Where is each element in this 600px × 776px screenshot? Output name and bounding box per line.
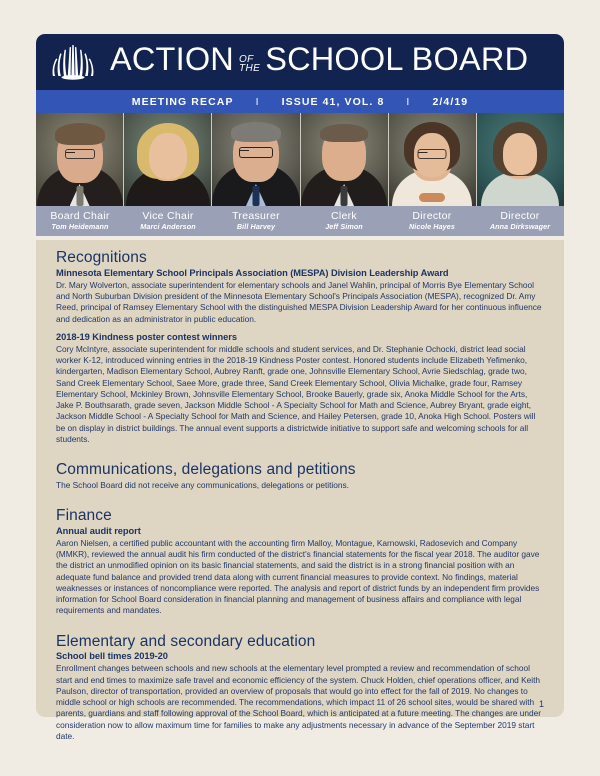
board-member-photo — [301, 113, 389, 206]
fountain-logo — [36, 42, 110, 82]
board-member-role: Vice Chair — [142, 210, 194, 223]
masthead-title-part2: SCHOOL BOARD — [265, 40, 529, 77]
issue-label: ISSUE 41, VOL. 8 — [281, 95, 385, 108]
board-member-3 — [300, 206, 388, 236]
subheading-annual-audit: Annual audit report — [56, 525, 141, 536]
board-member-1 — [124, 206, 212, 236]
board-member-names — [36, 206, 564, 236]
paragraph-mespa-award: Dr. Mary Wolverton, associate superintendent for elementary schools and Janel Wahlin, principal of Morris Bye Elementary School and North Suburban Division president of the Minnesota Elementary School's Principals Association (MESPA), recognized Dr. Amy Reed, principal of Ramsey Elementary School with the distinguished MESPA Division Leadership Award for her continuous influence and dedication as an administrator in public education. — [56, 279, 542, 324]
masthead-title-ofthe — [239, 55, 260, 74]
section-heading-recognitions: Recognitions — [56, 249, 147, 266]
meeting-recap-label: MEETING RECAP — [131, 95, 234, 108]
board-member-photo — [389, 113, 477, 206]
paragraph-kindness-poster: Cory McIntyre, associate superintendent for middle schools and student services, and Dr. Stephanie Ochocki, district lead social worker K-12, introduced winning entries in the 2018-19 Kindness Poster contest. Honored students include Elizabeth Yefimenko, kindergarten, Madison Elementary School, Aubrey Ranft, grade one, Johnsville Elementary School, Avrie Siedschlag, grade two, Sand Creek Elementary School, Saee More, grade three, Sand Creek Elementary School, Olivia Michalke, grade four, Ramsey Elementary School, Mckinley Brown, Johnsville Elementary School, Brooke Bauerly, grade six, Anoka Middle School for the Arts, Jake P. Bouthsarath, grade seven, Jackson Middle School - A Specialty School for Math and Science, Aubrey Bryant, grade eight, Jackson Middle School - A Specialty School for Math and Science, and Hailey Petersen, grade 10, Anoka High School. Posters will be on display in district buildings. The annual event supports a districtwide initiative to support safe and welcoming schools for all students. — [56, 344, 536, 444]
board-member-photos — [36, 113, 564, 206]
masthead-title — [110, 40, 564, 82]
board-member-photo — [36, 113, 124, 206]
board-member-name: Nicole Hayes — [409, 222, 455, 232]
paragraph-annual-audit: Aaron Nielsen, a certified public accountant with the accounting firm Malloy, Montague, Karnowski, Radosevich and Company (MMKR), reviewed the annual audit his firm conducted of the district's financial statements for the fiscal year 2018. The auditor gave the district an unmodified opinion on its basic financial statements, and said the district is in a strong financial position with an adequate fund balance and provided trend data along with current financial measures to provide context. No findings, material weaknesses or instances of noncompliance were reported. The analysis and report of district funds by an independent firm provides information for School Board consideration in financial planning and management of business affairs and compliance with legal requirements and mandates. — [56, 537, 540, 616]
board-member-role: Treasurer — [232, 210, 280, 223]
issue-info-bar — [36, 90, 564, 113]
board-member-name: Tom Heidemann — [51, 222, 109, 232]
section-heading-finance: Finance — [56, 507, 112, 524]
board-member-photo — [477, 113, 564, 206]
board-member-photo — [124, 113, 212, 206]
board-member-5 — [476, 206, 564, 236]
masthead-of: OF — [238, 53, 254, 65]
masthead-banner — [36, 34, 564, 90]
masthead-the: THE — [238, 63, 261, 74]
board-member-0 — [36, 206, 124, 236]
page-number: 1 — [538, 699, 544, 709]
subheading-bell-times: School bell times 2019-20 — [56, 651, 168, 662]
board-member-2 — [212, 206, 300, 236]
board-member-role: Director — [412, 210, 452, 223]
section-heading-communications: Communications, delegations and petitions — [56, 460, 356, 478]
section-heading-elementary-secondary: Elementary and secondary education — [56, 632, 316, 650]
board-member-name: Marci Anderson — [140, 222, 196, 232]
board-member-name: Anna Dirkswager — [489, 222, 551, 232]
board-member-name: Jeff Simon — [325, 222, 363, 232]
board-member-role: Director — [500, 210, 540, 223]
board-member-photo — [212, 113, 300, 206]
separator-1: I — [255, 95, 260, 108]
board-member-4 — [388, 206, 476, 236]
board-member-role: Clerk — [330, 210, 357, 223]
subheading-kindness-poster: 2018-19 Kindness poster contest winners — [56, 331, 237, 342]
masthead-title-part1: ACTION — [110, 40, 234, 77]
article-body — [36, 240, 564, 741]
board-member-name: Bill Harvey — [236, 222, 276, 232]
paragraph-bell-times: Enrollment changes between schools and new schools at the elementary level prompted a review and recommendation of school start and end times to maximize safe travel and economic efficiency of the system. Chuck Holden, chief operations officer, and Keith Paulson, director of transportation, provided an overview of proposals that would go into effect for the fall of 2019. No changes to middle school or high schools are recommended. The recommendations, which impact 11 of 26 school sites, would be shared with parents, guardians and staff following approval of the School Board, which is anticipated at a future meeting. The changes are under consideration now to allow maximum time for families to make any adjustments necessary in advance of the September 2019 start date. — [56, 663, 542, 741]
board-member-role: Board Chair — [50, 210, 110, 223]
separator-2: I — [406, 95, 411, 108]
issue-date: 2/4/19 — [432, 95, 469, 108]
paragraph-communications: The School Board did not receive any communications, delegations or petitions. — [56, 479, 349, 490]
subheading-mespa-award: Minnesota Elementary School Principals Association (MESPA) Division Leadership Award — [56, 267, 449, 278]
